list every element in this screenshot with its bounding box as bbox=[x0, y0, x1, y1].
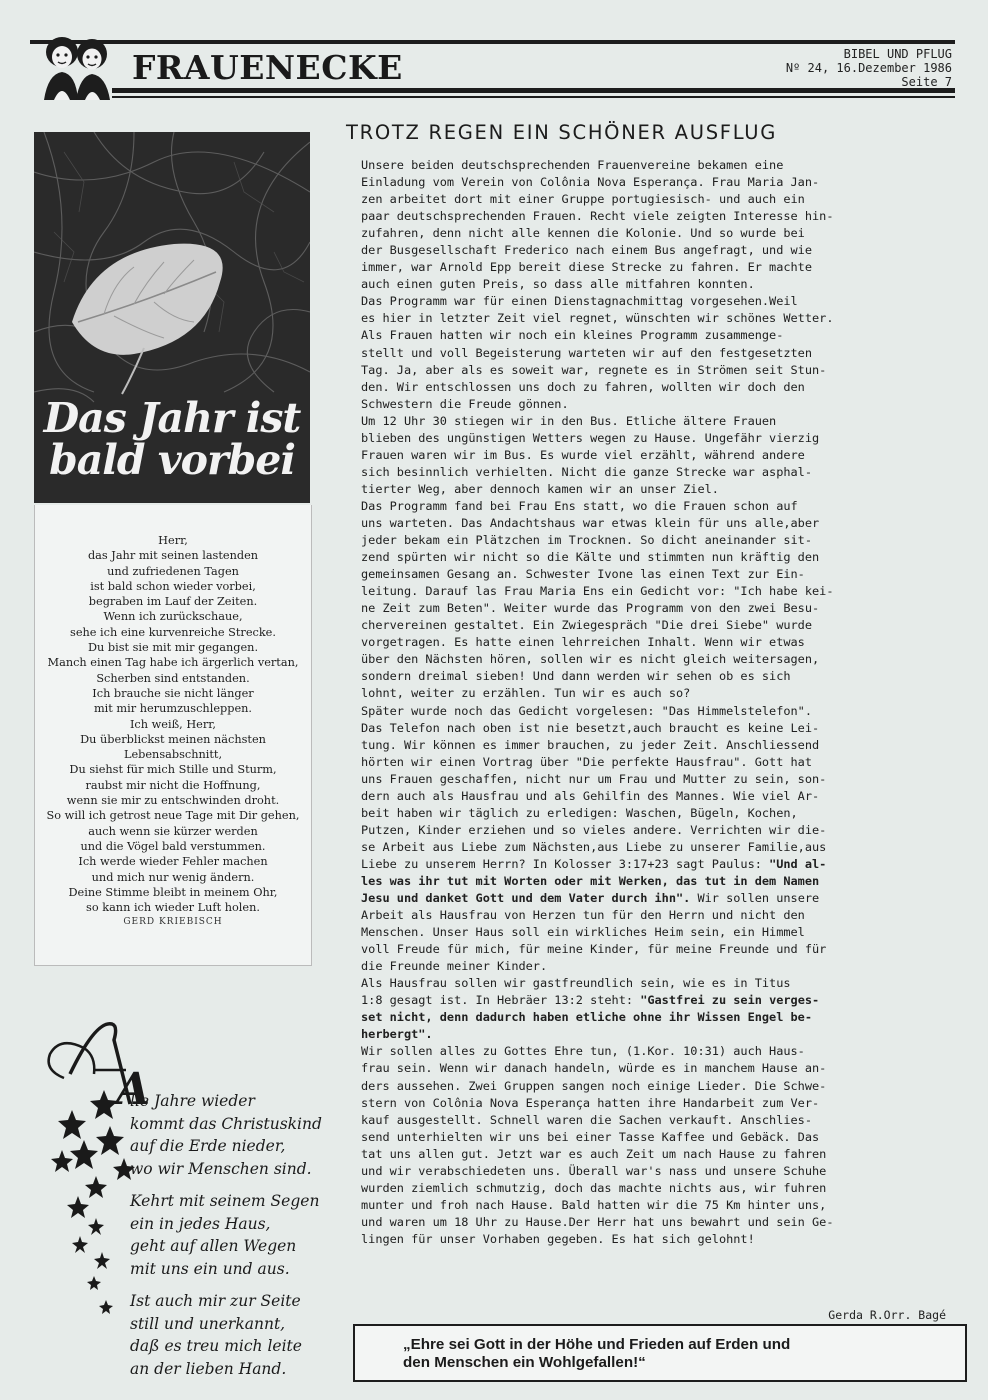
article-line: immer, war Arnold Epp bereit diese Strecke zu fahren. Er machte bbox=[361, 260, 813, 275]
poem-line: So will ich getrost neue Tage mit Dir gehen, bbox=[46, 809, 300, 823]
poem-line: Manch einen Tag habe ich ärgerlich vertan, bbox=[47, 656, 299, 670]
poem-line: Deine Stimme bleibt in meinem Ohr, bbox=[68, 885, 278, 899]
article-line bbox=[361, 856, 956, 873]
poem-line: Ich weiß, Herr, bbox=[129, 717, 217, 731]
article-line: stern von Colônia Nova Esperança hatten ihre Handarbeit zum Ver- bbox=[361, 1095, 820, 1110]
article-line: send unterhielten wir uns bei einer Tasse Kaffee und Gebäck. Das bbox=[361, 1129, 820, 1144]
poem-box bbox=[34, 505, 312, 966]
article-line: wurden ziemlich schmutzig, doch das machte nichts aus, wir fuhren bbox=[361, 1180, 827, 1195]
poem-line: sehe ich eine kurvenreiche Strecke. bbox=[70, 625, 276, 639]
article-bold-text: herbergt". bbox=[361, 1027, 433, 1042]
star-icon bbox=[67, 1196, 89, 1218]
women-logo-icon bbox=[36, 30, 116, 102]
poem-line: Herr, bbox=[158, 534, 188, 547]
verse-line: kommt das Christuskind bbox=[130, 1114, 322, 1133]
article-bold-text: Jesu und danket Gott und dem Vater durch ihn". bbox=[361, 891, 691, 906]
article-line: die Freunde meiner Kinder. bbox=[361, 959, 548, 974]
article-text: 1:8 gesagt ist. In Hebräer 13:2 steht: bbox=[361, 993, 634, 1008]
poem-line: Du überblickst meinen nächsten bbox=[80, 732, 266, 746]
star-icon bbox=[58, 1110, 86, 1139]
article-line: sich besinnlich verhielten. Nicht die ganze Strecke war asphal- bbox=[361, 464, 813, 479]
quote-line-1: „Ehre sei Gott in der Höhe und Frieden auf Erden und bbox=[403, 1336, 791, 1353]
poem-line: Du siehst für mich Stille und Sturm, bbox=[69, 763, 277, 777]
poem-line: begraben im Lauf der Zeiten. bbox=[88, 595, 258, 609]
article-line bbox=[361, 1026, 956, 1043]
header-rule-top bbox=[30, 40, 955, 44]
page-number: Seite 7 bbox=[901, 75, 952, 89]
article-line: munter und froh nach Hause. Bald hatten wir die 75 Km hinter uns, bbox=[361, 1197, 827, 1212]
star-icon bbox=[94, 1252, 110, 1269]
article-line: gemeinsamen Gesang an. Schwester Ivone las einen Text zur Ein- bbox=[361, 567, 805, 582]
article-text: Liebe zu unserem Herrn? In Kolosser 3:17+23 sagt Paulus: bbox=[361, 856, 762, 871]
article-line: ders aussehen. Zwei Gruppen sangen noch einige Lieder. Die Schwe- bbox=[361, 1078, 827, 1093]
image-title-line-1: Das Jahr ist bbox=[43, 394, 301, 442]
article-line: Wir sollen alles zu Gottes Ehre tun, (1.Kor. 10:31) auch Haus- bbox=[361, 1044, 805, 1059]
article-line: chervereinen gestaltet. Ein Zwiegespräch "Die drei Siebe" wurde bbox=[361, 618, 813, 633]
article-line: Frauen waren wir im Bus. Es wurde viel erzählt, während andere bbox=[361, 447, 805, 462]
article-line: auch einen guten Preis, so dass alle mitfahren konnten. bbox=[361, 277, 755, 292]
bible-quote bbox=[403, 1336, 963, 1372]
article-line: stellt und voll Begeisterung warteten wir auf den festgesetzten bbox=[361, 345, 813, 360]
issue-date: Nº 24, 16.Dezember 1986 bbox=[785, 61, 952, 75]
verse-line: geht auf allen Wegen bbox=[130, 1237, 297, 1255]
article-bold-text: les was ihr tut mit Worten oder mit Werken, das tut in dem Namen bbox=[361, 873, 820, 888]
article-line: Das Telefon nach oben ist nie besetzt,auch braucht es keine Lei- bbox=[361, 720, 820, 735]
star-icon bbox=[87, 1276, 101, 1290]
article-bold-text: "Und al- bbox=[761, 856, 827, 871]
article-line: es hier in letzter Zeit viel regnet, wünschten wir schönes Wetter. bbox=[361, 311, 834, 326]
article-line: Als Hausfrau sollen wir gastfreundlich sein, wie es in Titus bbox=[361, 976, 791, 991]
quote-line-2: den Menschen ein Wohlgefallen!“ bbox=[403, 1354, 646, 1371]
article-line: zufahren, denn nicht alle kennen die Kolonie. Und so wurde bei bbox=[361, 226, 805, 241]
star-icon bbox=[90, 1090, 118, 1119]
verse-line: wo wir Menschen sind. bbox=[130, 1159, 312, 1178]
article-line: Putzen, Kinder erziehen und so vieles andere. Verrichten wir die- bbox=[361, 822, 827, 837]
article-line: über den Nächsten hören, sollen wir es nicht gleich weitersagen, bbox=[361, 652, 820, 667]
poem-line: so kann ich wieder Luft holen. bbox=[86, 901, 260, 915]
poem-author: GERD KRIEBISCH bbox=[123, 917, 223, 927]
article-line: Später wurde noch das Gedicht vorgelesen: "Das Himmelstelefon". bbox=[361, 703, 813, 718]
verse-initial: A bbox=[116, 1064, 151, 1115]
star-icon bbox=[72, 1236, 88, 1253]
article-line bbox=[361, 873, 956, 890]
article-line: hörten wir einen Vortrag über "Die perfekte Hausfrau". Gott hat bbox=[361, 754, 813, 769]
article-line: sondern dreimal sieben! Und dann werden wir sehen ob es sich bbox=[361, 669, 791, 684]
verse-gap bbox=[130, 1280, 310, 1290]
article-line: dern auch als Hausfrau und als Gehilfin des Mannes. Wie viel Ar- bbox=[361, 788, 820, 803]
verse-line: an der lieben Hand. bbox=[130, 1359, 287, 1378]
article-line bbox=[361, 992, 956, 1009]
poem-line: und die Vögel bald verstummen. bbox=[80, 839, 266, 853]
article-line: Das Programm war für einen Dienstagnachmittag vorgesehen.Weil bbox=[361, 294, 798, 309]
article-line: tat uns allen gut. Jetzt war es auch Zeit um nach Hause zu fahren bbox=[361, 1146, 827, 1161]
article-line: se Arbeit aus Liebe zum Nächsten,aus Liebe zu unserer Familie,aus bbox=[361, 839, 827, 854]
article-line: Tag. Ja, aber als es soweit war, regnete es in Strömen seit Stun- bbox=[361, 362, 827, 377]
article-line: leitung. Darauf las Frau Maria Ens ein Gedicht vor: "Ich habe kei- bbox=[361, 584, 834, 599]
article-line: Menschen. Unser Haus soll ein wirkliches Heim sein, ein Himmel bbox=[361, 925, 805, 940]
poem-line: Scherben sind entstanden. bbox=[96, 671, 250, 685]
article-line: der Busgesellschaft Frederico nach einem Bus angefragt, und wie bbox=[361, 243, 813, 258]
verse-line: still und unerkannt, bbox=[130, 1314, 286, 1333]
poem-line: Ich werde wieder Fehler machen bbox=[78, 855, 268, 869]
verse-line: daß es treu mich leite bbox=[130, 1337, 302, 1355]
article-line: uns warteten. Das Andachtshaus war etwas klein für uns alle,aber bbox=[361, 515, 820, 530]
poem-line: Wenn ich zurückschaue, bbox=[103, 610, 243, 624]
article-bold-text: "Gastfrei zu sein verges- bbox=[633, 993, 820, 1008]
poem-line: raubst mir nicht die Hoffnung, bbox=[85, 778, 261, 792]
poem-line: und mich nur wenig ändern. bbox=[91, 870, 255, 884]
article-text: Wir sollen unsere bbox=[690, 891, 820, 906]
leaf-photo bbox=[34, 132, 310, 503]
verse-gap bbox=[130, 1180, 310, 1190]
article-line bbox=[361, 1009, 956, 1026]
article-title: TROTZ REGEN EIN SCHÖNER AUSFLUG bbox=[346, 121, 778, 144]
article-line: Um 12 Uhr 30 stiegen wir in den Bus. Etliche ältere Frauen bbox=[361, 413, 777, 428]
verse-line: Ist auch mir zur Seite bbox=[130, 1292, 301, 1310]
article-line: paar deutschsprechenden Frauen. Recht viele zeigten Interesse hin- bbox=[361, 209, 834, 224]
article-line: tung. Wir können es immer brauchen, zu jeder Zeit. Anschliessend bbox=[361, 737, 820, 752]
article-body bbox=[361, 157, 956, 1248]
article-line: tierter Weg, aber dennoch kamen wir an unser Ziel. bbox=[361, 481, 719, 496]
publication-info bbox=[786, 47, 952, 89]
poem-line: mit mir herumzuschleppen. bbox=[93, 702, 253, 716]
verse-line: Kehrt mit seinem Segen bbox=[130, 1192, 320, 1210]
article-line: kauf ausgestellt. Schnell waren die Sachen verkauft. Anschlies- bbox=[361, 1112, 813, 1127]
star-icon bbox=[70, 1140, 98, 1169]
article-line: beit haben wir täglich zu erledigen: Waschen, Bügeln, Kochen, bbox=[361, 805, 798, 820]
verse-line: lle Jahre wieder bbox=[130, 1092, 255, 1110]
image-title-line-2: bald vorbei bbox=[49, 436, 295, 484]
image-title bbox=[34, 394, 310, 484]
article-line: zend spürten wir nicht so die Kälte und stimmten nun kräftig den bbox=[361, 550, 820, 565]
article-line: Schwestern die Freude gönnen. bbox=[361, 396, 569, 411]
publication-name: BIBEL UND PFLUG bbox=[843, 47, 952, 61]
article-line: und wir verabschiedeten uns. Überall war's nass und unsere Schuhe bbox=[361, 1163, 827, 1178]
star-icon bbox=[85, 1176, 107, 1198]
article-line: Einladung vom Verein von Colônia Nova Esperança. Frau Maria Jan- bbox=[361, 175, 820, 190]
article-line: jeder bekam ein Plätzchen im Trocknen. So dicht aneinander sit- bbox=[361, 533, 813, 548]
quote-box bbox=[353, 1324, 967, 1382]
article-line: und waren um 18 Uhr zu Hause.Der Herr hat uns bewahrt und sein Ge- bbox=[361, 1214, 834, 1229]
article-line bbox=[361, 890, 956, 907]
article-line: Arbeit als Hausfrau von Herzen tun für den Herrn und nicht den bbox=[361, 908, 805, 923]
star-icon bbox=[99, 1300, 113, 1314]
poem-line: das Jahr mit seinen lastenden bbox=[87, 549, 259, 563]
article-line: lingen für unser Vorhaben gegeben. Es hat sich gelohnt! bbox=[361, 1231, 755, 1246]
poem-line: wenn sie mir zu entschwinden droht. bbox=[66, 794, 280, 808]
article-line: lohnt, weiter zu erzählen. Tun wir es auch so? bbox=[361, 686, 691, 701]
star-cluster bbox=[51, 1090, 135, 1314]
verse-line: mit uns ein und aus. bbox=[130, 1259, 290, 1278]
poem-line: auch wenn sie kürzer werden bbox=[88, 824, 258, 838]
section-title: FRAUENECKE bbox=[132, 48, 403, 87]
article-line: Als Frauen hatten wir noch ein kleines Programm zusammenge- bbox=[361, 328, 784, 343]
star-icon bbox=[88, 1218, 104, 1235]
poem-line: Lebensabschnitt, bbox=[123, 748, 223, 762]
poem-line: Ich brauche sie nicht länger bbox=[92, 686, 254, 700]
article-line: frau sein. Wenn wir danach handeln, würde es in manchem Hause an- bbox=[361, 1061, 827, 1076]
article-bold-text: set nicht, denn dadurch haben etliche ohne ihr Wissen Engel be- bbox=[361, 1010, 813, 1025]
article-line: uns Frauen geschaffen, nicht nur um Frau und Mutter zu sein, son- bbox=[361, 771, 827, 786]
article-line: Das Programm fand bei Frau Ens statt, wo die Frauen schon auf bbox=[361, 498, 798, 513]
article-signature: Gerda R.Orr. Bagé bbox=[828, 1308, 946, 1322]
verse-line: auf die Erde nieder, bbox=[130, 1137, 286, 1155]
article-line: den. Wir entschlossen uns doch zu fahren, wollten wir doch den bbox=[361, 379, 805, 394]
star-icon bbox=[96, 1126, 124, 1155]
verse-line: ein in jedes Haus, bbox=[130, 1214, 271, 1233]
poem-text bbox=[35, 533, 311, 915]
article-line: ne Zeit zum Beten". Weiter wurde das Programm von den zwei Besu- bbox=[361, 601, 820, 616]
article-line: vorgetragen. Es hatte einen lehrreichen Inhalt. Wenn wir etwas bbox=[361, 635, 805, 650]
star-icon bbox=[51, 1150, 73, 1172]
christmas-verse bbox=[130, 1090, 322, 1380]
article-line: Unsere beiden deutschsprechenden Frauenvereine bekamen eine bbox=[361, 158, 784, 172]
poem-line: Du bist sie mit mir gegangen. bbox=[87, 641, 259, 655]
poem-line: und zufriedenen Tagen bbox=[107, 564, 239, 578]
article-line: zen arbeitet dort mit einer Gruppe portugiesisch- und auch ein bbox=[361, 192, 805, 207]
article-line: voll Freude für mich, für meine Kinder, für meine Freunde und für bbox=[361, 942, 827, 957]
article-line: blieben des ungünstigen Wetters wegen zu Hause. Ungefähr vierzig bbox=[361, 430, 820, 445]
header-rule-bottom-thin bbox=[112, 96, 955, 98]
poem-line: ist bald schon wieder vorbei, bbox=[90, 579, 256, 593]
